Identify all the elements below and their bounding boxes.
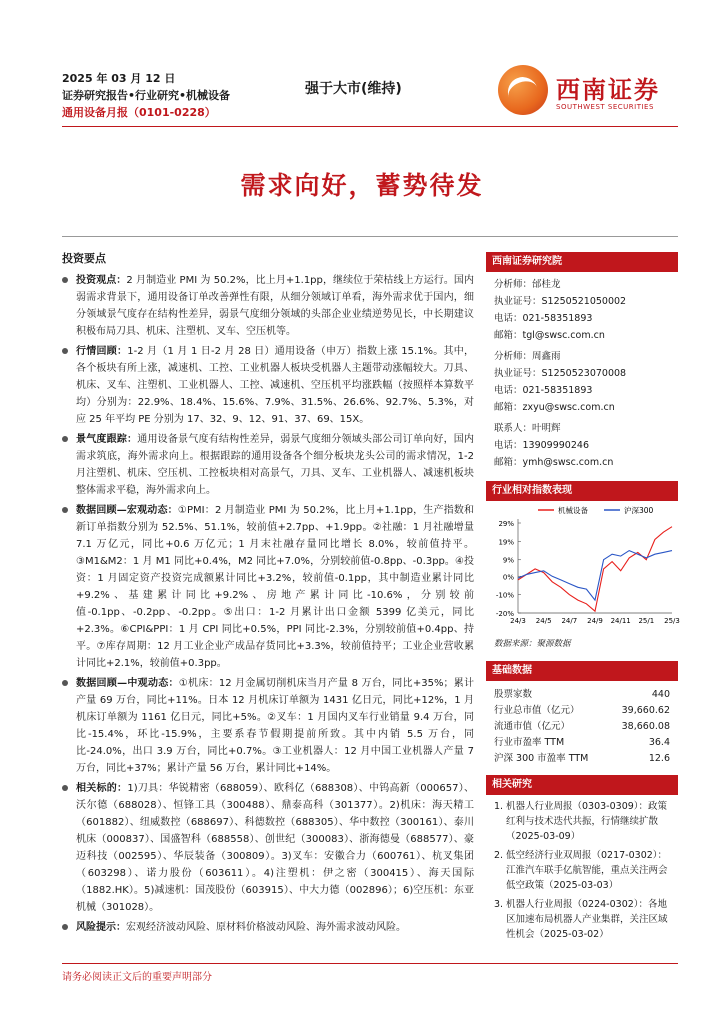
summary-bullet bbox=[62, 919, 474, 936]
legend-label-hs300: 沪深300 bbox=[624, 506, 654, 515]
basic-data-header: 基础数据 bbox=[486, 661, 678, 681]
legend-label-machinery: 机械设备 bbox=[558, 506, 588, 515]
bullet-label: 数据回顾—宏观动态： bbox=[76, 505, 178, 516]
y-tick-label: 19% bbox=[498, 538, 514, 547]
basic-data-table bbox=[494, 687, 670, 767]
analyst-phone: 电话：021-58351893 bbox=[494, 313, 593, 324]
report-name: 通用设备月报（0101-0228） bbox=[62, 106, 216, 119]
company-logo bbox=[498, 65, 678, 121]
basic-data-value: 12.6 bbox=[648, 753, 670, 764]
x-tick-label: 24/11 bbox=[610, 617, 631, 625]
analyst-name: 分析师：邰桂龙 bbox=[494, 279, 561, 290]
related-item-text: 机器人行业周报（0224-0302）：各地区加速布局机器人产业集群，关注区域性机会（2025-03-02） bbox=[506, 899, 668, 940]
bullet-text: 1)刀具：华锐精密（688059）、欧科亿（688308）、中钨高新（000657）、沃尔德（688028）、恒锋工具（300488）、鼎泰高科（301377）。2)机床：海天精工（601882）、纽威数控（688697）、科德数控（688305）、华中数控（300161）、泰川机床（000837）、国盛智科（688558）、创世纪（300083）、浙海德曼（688577）、豪迈科技（002595）、华辰装备（300809）。3)叉车：安徽合力（600761）、杭叉集团（603298）、诺力股份（603611）。4)注塑机：伊之密（300415）、海天国际（1882.HK）。5)减速机：国茂股份（603915）、中大力德（002896）；6)空压机：东亚机械（301028）。 bbox=[76, 783, 474, 913]
research-institute-header: 西南证券研究院 bbox=[486, 252, 678, 272]
summary-bullet bbox=[62, 431, 474, 499]
bullet-text: 1-2 月（1 月 1 日-2 月 28 日）通用设备（申万）指数上涨 15.1%。其中，各个板块有所上涨，减速机、工控、工业机器人板块受机器人主题带动涨幅较大。刀具、机床、叉车、注塑机、工业机器人、工控、减速机、空压机平均涨跌幅（按照样本算数平均）分别为：22.9%、18.4%、15.6%、7.9%、31.5%、26.6%、92.7%、5.3%，对应 25 年平均 PE 分别为 17、32、9、12、91、37、69、15X。 bbox=[76, 346, 475, 425]
logo-emblem-icon bbox=[498, 65, 548, 115]
related-research-list bbox=[486, 795, 678, 942]
sidebar bbox=[486, 252, 678, 946]
basic-data-row bbox=[494, 687, 670, 703]
report-date: 2025 年 03 月 12 日 bbox=[62, 72, 176, 85]
y-tick-label: 9% bbox=[502, 556, 514, 565]
summary-bullet bbox=[62, 780, 474, 916]
chart-header: 行业相对指数表现 bbox=[486, 481, 678, 501]
logo-en: SOUTHWEST SECURITIES bbox=[556, 103, 654, 111]
bullet-label: 数据回顾—中观动态： bbox=[76, 678, 179, 689]
basic-data-key: 沪深 300 市盈率 TTM bbox=[494, 753, 589, 764]
basic-data-key: 行业总市值（亿元） bbox=[494, 705, 580, 716]
basic-data-key: 行业市盈率 TTM bbox=[494, 737, 565, 748]
basic-data-row bbox=[494, 735, 670, 751]
chart-svg bbox=[486, 501, 678, 635]
bullet-text: ①机床：12 月金属切削机床当月产量 8 万台，同比+35%；累计产量 69 万台，同比+11%。日本 12 月机床订单额为 1431 亿日元，同比+12%，1 月机床订单额为 1161 亿日元，同比+5%。②叉车：1 月国内叉车行业销量 9.4 万台，同比-15.4%，环比-15.9%，主要系春节假期提前所致。其中内销 5.5 万台，同比-24.0%，出口 3.9 万台，同比+0.7%。③工业机器人：12 月中国工业机器人产量 7 万台，同比+37%；累计产量 56 万台，累计同比+14%。 bbox=[76, 678, 475, 774]
logo-cn: 西南证券 bbox=[556, 75, 660, 104]
industry-rating: 强于大市(维持) bbox=[305, 81, 402, 97]
analyst-license: 执业证号：S1250521050002 bbox=[494, 296, 627, 307]
bullet-dot-icon bbox=[62, 507, 68, 513]
bullet-dot-icon bbox=[62, 436, 68, 442]
basic-data-key: 流通市值（亿元） bbox=[494, 721, 571, 732]
basic-data-value: 39,660.62 bbox=[621, 705, 670, 716]
related-research-header: 相关研究 bbox=[486, 775, 678, 795]
bullet-text: ①PMI：2 月制造业 PMI 为 50.2%，比上月+1.1pp，生产指数和新订单指数分别为 52.5%、51.1%，较前值+2.7pp、+1.9pp。②社融：1 月社融增量 7.1 万亿元，同比+0.6 万亿元；1 月末社融存量同比增长 8.0%，较前值持平。③M1&M2：1 月 M1 同比+0.4%，M2 同比+7.0%，分别较前值-0.8pp、-0.3pp。④投资：1 月固定资产投资完成额累计同比+3.2%，较前值-0.1pp，其中制造业累计同比+9.2%、基建累计同比+9.2%、房地产累计同比-10.6%，分别较前值-0.1pp、-0.2pp、-0.2pp。⑤出口：1-2 月累计出口金额 5399 亿美元，同比+2.3%。⑥CPI&PPI：1 月 CPI 同比+0.5%，PPI 同比-2.3%，分别较前值+0.4pp、持平。⑦库存周期：12 月工业企业产成品存货同比+3.3%，较前值持平；工业企业营收累计同比+2.1%，较前值+0.3pp。 bbox=[76, 505, 475, 669]
summary-bullet bbox=[62, 502, 474, 672]
title-divider bbox=[62, 236, 678, 237]
related-research-item[interactable] bbox=[494, 799, 670, 844]
bullet-dot-icon bbox=[62, 277, 68, 283]
bullet-dot-icon bbox=[62, 680, 68, 686]
related-research-item[interactable] bbox=[494, 897, 670, 942]
bullet-label: 行情回顾： bbox=[76, 346, 128, 357]
summary-bullet bbox=[62, 675, 474, 777]
investment-summary bbox=[62, 250, 474, 939]
relative-index-chart bbox=[486, 501, 678, 635]
bullet-dot-icon bbox=[62, 348, 68, 354]
bullet-label: 投资观点： bbox=[76, 275, 127, 286]
bullet-dot-icon bbox=[62, 785, 68, 791]
summary-heading: 投资要点 bbox=[62, 252, 106, 265]
series-line-hs300 bbox=[518, 551, 672, 601]
page-title: 需求向好，蓄势待发 bbox=[240, 171, 484, 200]
basic-data-value: 36.4 bbox=[648, 737, 670, 748]
y-tick-label: 0% bbox=[502, 573, 514, 582]
analyst-phone: 电话：021-58351893 bbox=[494, 385, 593, 396]
y-tick-label: -10% bbox=[495, 591, 514, 600]
related-item-text: 低空经济行业双周报（0217-0302）：江淮汽车联手亿航智能，重点关注两会低空政策（2025-03-03） bbox=[506, 850, 668, 891]
report-category: 证券研究报告•行业研究•机械设备 bbox=[62, 89, 231, 102]
analyst-email: 邮箱：ymh@swsc.com.cn bbox=[494, 457, 614, 468]
bullet-dot-icon bbox=[62, 924, 68, 930]
analyst-license: 执业证号：S1250523070008 bbox=[494, 368, 627, 379]
x-tick-label: 24/5 bbox=[535, 617, 552, 625]
bullet-label: 相关标的： bbox=[76, 783, 128, 794]
analyst-name: 联系人：叶明辉 bbox=[494, 423, 561, 434]
analyst-name: 分析师：周鑫雨 bbox=[494, 351, 561, 362]
y-tick-label: 29% bbox=[498, 520, 514, 528]
related-item-number: 1. bbox=[494, 801, 504, 812]
basic-data-value: 440 bbox=[651, 689, 670, 700]
x-tick-label: 24/3 bbox=[510, 617, 526, 625]
footer-disclaimer: 请务必阅读正文后的重要声明部分 bbox=[62, 972, 212, 983]
x-tick-label: 25/3 bbox=[664, 617, 680, 625]
related-item-number: 3. bbox=[494, 899, 504, 910]
report-meta bbox=[62, 70, 230, 121]
header-divider bbox=[62, 126, 678, 127]
analyst-phone: 电话：13909990246 bbox=[494, 440, 589, 451]
basic-data-row bbox=[494, 719, 670, 735]
y-tick-label: -20% bbox=[495, 610, 514, 618]
bullet-text: 2 月制造业 PMI 为 50.2%，比上月+1.1pp，继续位于荣枯线上方运行。国内弱需求背景下，通用设备订单改善弹性有限，从细分领域订单看，海外需求优于国内，细分领域景气度存在结构性差异，弱景气度细分领域的头部企业业绩逆势见长，中长期建议积极布局刀具、机床、注塑机、叉车、空压机等。 bbox=[76, 275, 475, 337]
bullet-text: 宏观经济波动风险、原材料价格波动风险、海外需求波动风险。 bbox=[126, 922, 406, 933]
related-item-text: 机器人行业周报（0303-0309）：政策红利与技术迭代共振，行情继续扩散（2025-03-09） bbox=[506, 801, 668, 842]
bullet-label: 景气度跟踪： bbox=[76, 434, 138, 445]
basic-data-key: 股票家数 bbox=[494, 689, 533, 700]
bullet-label: 风险提示： bbox=[76, 922, 126, 933]
chart-source: 数据来源：聚源数据 bbox=[494, 639, 571, 649]
analyst-list bbox=[486, 272, 678, 475]
footer-divider bbox=[62, 963, 678, 964]
summary-bullet bbox=[62, 343, 474, 428]
related-item-number: 2. bbox=[494, 850, 504, 861]
related-research-item[interactable] bbox=[494, 848, 670, 893]
x-tick-label: 25/1 bbox=[638, 617, 655, 625]
analyst-email: 邮箱：zxyu@swsc.com.cn bbox=[494, 402, 615, 413]
basic-data-value: 38,660.08 bbox=[621, 721, 670, 732]
analyst-email: 邮箱：tgl@swsc.com.cn bbox=[494, 330, 605, 341]
basic-data-row bbox=[494, 703, 670, 719]
basic-data-row bbox=[494, 751, 670, 767]
summary-bullet bbox=[62, 272, 474, 340]
x-tick-label: 24/7 bbox=[561, 617, 578, 625]
bullet-text: 通用设备景气度有结构性差异，弱景气度细分领域头部公司订单向好，国内需求筑底，海外需求向上。根据跟踪的通用设备各个细分板块龙头公司的需求情况，1-2 月注塑机、机床、空压机、工控板块相对高景气，刀具、叉车、工业机器人、减速机板块整体需求平稳，海外需求向上。 bbox=[76, 434, 475, 496]
x-tick-label: 24/9 bbox=[587, 617, 603, 625]
